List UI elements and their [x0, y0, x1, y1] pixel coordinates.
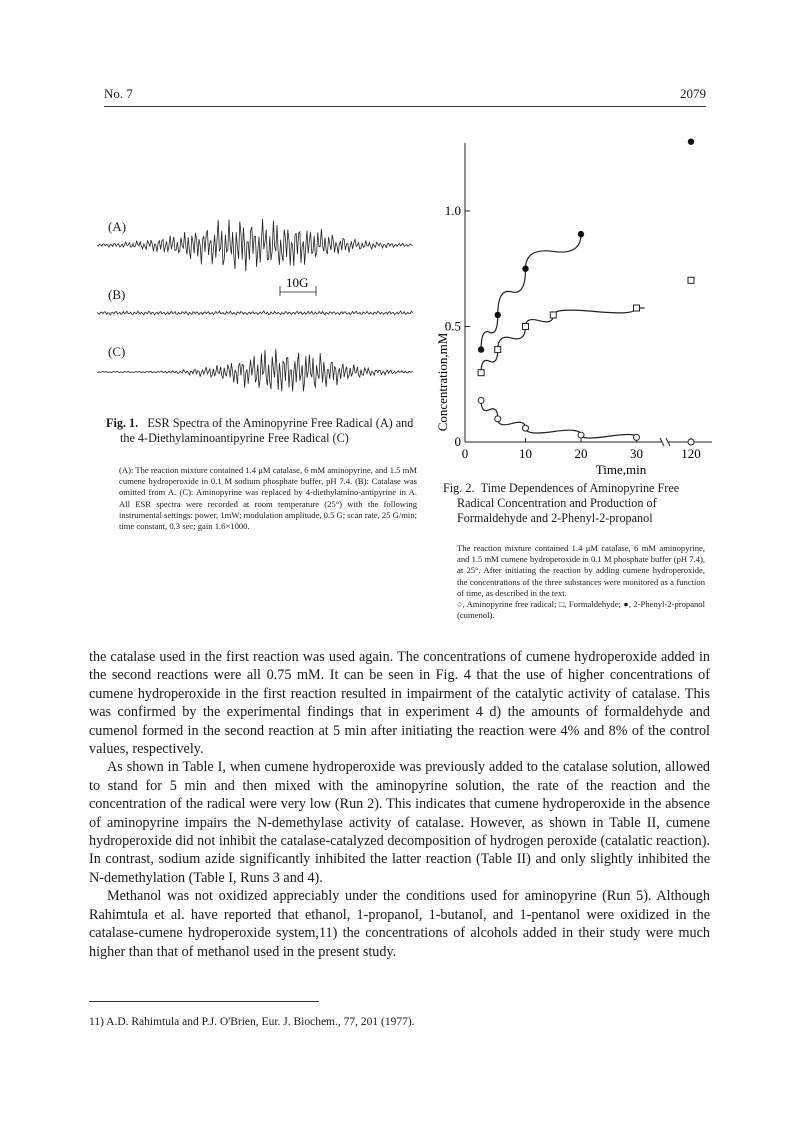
data-point-formaldehyde — [688, 277, 694, 283]
footnote: 11) A.D. Rahimtula and P.J. O'Brien, Eur. J. Biochem., 77, 201 (1977). — [89, 1016, 415, 1028]
figure-1-caption — [106, 416, 418, 446]
x-axis-label: Time,min — [595, 462, 647, 477]
paragraph-3: Methanol was not oxidized appreciably under the conditions used for aminopyrine (Run 5). Although Rahimtula et al. have reported that ethanol, 1-propanol, 1-butanol, and 1-pentanol were oxidized in the catalase-cumene hydroperoxide system,11) the concentrations of alcohols added in their study were much higher than that of methanol used in the present study. — [89, 888, 710, 960]
x-tick-label: 20 — [574, 446, 588, 461]
spectrum-trace-c — [97, 349, 413, 391]
figure-2-note — [457, 543, 705, 621]
body-text — [89, 648, 710, 961]
data-point-formaldehyde — [523, 324, 529, 330]
data-point-cumenol — [522, 266, 528, 272]
figure-2-caption — [443, 481, 705, 526]
axis-break-mark — [660, 438, 670, 446]
data-point-cumenol — [688, 139, 694, 145]
spectrum-label-b: (B) — [108, 287, 126, 302]
data-point-cumenol — [495, 312, 501, 318]
y-axis-label: Concentration,mM — [435, 332, 450, 432]
data-point-radical — [495, 416, 501, 422]
data-point-formaldehyde — [634, 305, 640, 311]
paragraph-2: As shown in Table I, when cumene hydroperoxide was previously added to the catalase solution, allowed to stand for 5 min and then mixed with the aminopyrine solution, the rate of the reaction and the concentration of the radical were very low (Run 2). This indicates that cumene hydroperoxide in the absence of aminopyrine impairs the N-demethylase activity of catalase. However, as shown in Table II, cumene hydroperoxide did not inhibit the catalase-catalyzed decomposition of hydrogen peroxide (catalatic reaction). In contrast, sodium azide significantly inhibited the latter reaction (Table II) and only slightly inhibited the N-demethylation (Table I, Runs 3 and 4). — [89, 759, 710, 886]
data-point-formaldehyde — [495, 347, 501, 353]
data-point-formaldehyde — [478, 370, 484, 376]
data-point-radical — [478, 397, 484, 403]
spectrum-trace-a — [97, 219, 413, 271]
y-tick-label: 0.5 — [444, 318, 461, 334]
data-point-cumenol — [578, 231, 584, 237]
data-point-formaldehyde — [550, 312, 556, 318]
data-point-radical — [523, 425, 529, 431]
figure-2-legend: ○, Aminopyrine free radical; □, Formaldehyde; ●, 2-Phenyl-2-propanol (cumenol). — [457, 599, 705, 621]
figure-2-note-text: The reaction mixture contained 1.4 μM catalase, 6 mM aminopyrine, and 1.5 mM cumene hydroperoxide in 0.1 M phosphate buffer (pH 7.4), at 25°. After initiating the reaction by adding cumene hydroperoxide, the concentrations of the three substances were monitored as a function of time, as described in the text. — [457, 543, 705, 598]
data-point-radical — [578, 432, 584, 438]
figure-2-chart — [430, 135, 720, 480]
x-tick-label: 120 — [681, 446, 701, 461]
page-number: 2079 — [680, 86, 706, 101]
series-curve-2 — [481, 308, 644, 373]
chart-axes — [445, 143, 712, 461]
spectrum-label-c: (C) — [108, 344, 126, 359]
figure-2-number: Fig. 2. — [443, 481, 475, 495]
series-curve-3 — [481, 234, 581, 350]
figure-1-number: Fig. 1. — [106, 416, 139, 430]
y-tick-label: 0 — [454, 434, 461, 449]
paragraph-1: the catalase used in the first reaction was used again. The concentrations of cumene hydroperoxide added in the second reactions were all 0.75 mM. It can be seen in Fig. 4 that the use of higher concentrations of cumene hydroperoxide in the first reaction resulted in impairment of the catalytic activity of catalase. This was confirmed by the experimental findings that in experiment 4 d) the amounts of formaldehyde and cumenol formed in the second reaction at 5 min after initiating the reaction were 4% and 8% of the control values, respectively. — [89, 649, 710, 758]
footnote-rule — [89, 1001, 319, 1002]
figure-1-title: ESR Spectra of the Aminopyrine Free Radical (A) and the 4-Diethylaminoantipyrine Free Radical (C) — [120, 416, 414, 445]
spectrum-label-a: (A) — [108, 219, 127, 234]
figure-2-title: Time Dependences of Aminopyrine Free Radical Concentration and Production of Formaldehyde and 2-Phenyl-2-propanol — [457, 481, 680, 525]
data-point-cumenol — [478, 346, 484, 352]
x-tick-label: 30 — [630, 446, 643, 461]
header-rule — [104, 106, 706, 107]
x-tick-label: 0 — [461, 446, 469, 461]
series-curve-1 — [481, 400, 636, 438]
scale-bar-label: 10G — [286, 275, 309, 290]
esr-spectra — [95, 200, 420, 400]
figure-1-note: (A): The reaction mixture contained 1.4 μM catalase, 6 mM aminopyrine, and 1.5 mM cumene hydroperoxide in 0.1 M sodium phosphate buffer, pH 7.4. (B): Catalase was omitted from A. (C): Aminopyrine was replaced by 4-diethylamino-antipyrine in A. All ESR spectra were recorded at room temperature (25°) with the following instrumental settings: power, 1mW; modulation amplitude, 0.5 G; scan rate, 25 G/min; time constant, 0.3 sec; gain 1.6×1000. — [119, 465, 417, 532]
chart-curves — [481, 234, 644, 438]
data-point-radical — [688, 439, 694, 445]
y-tick-label: 1.0 — [444, 203, 461, 218]
x-tick-label: 10 — [519, 446, 532, 461]
scale-bar — [280, 275, 316, 296]
data-point-radical — [634, 434, 640, 440]
page-issue: No. 7 — [104, 86, 133, 101]
spectrum-trace-b — [97, 311, 413, 315]
